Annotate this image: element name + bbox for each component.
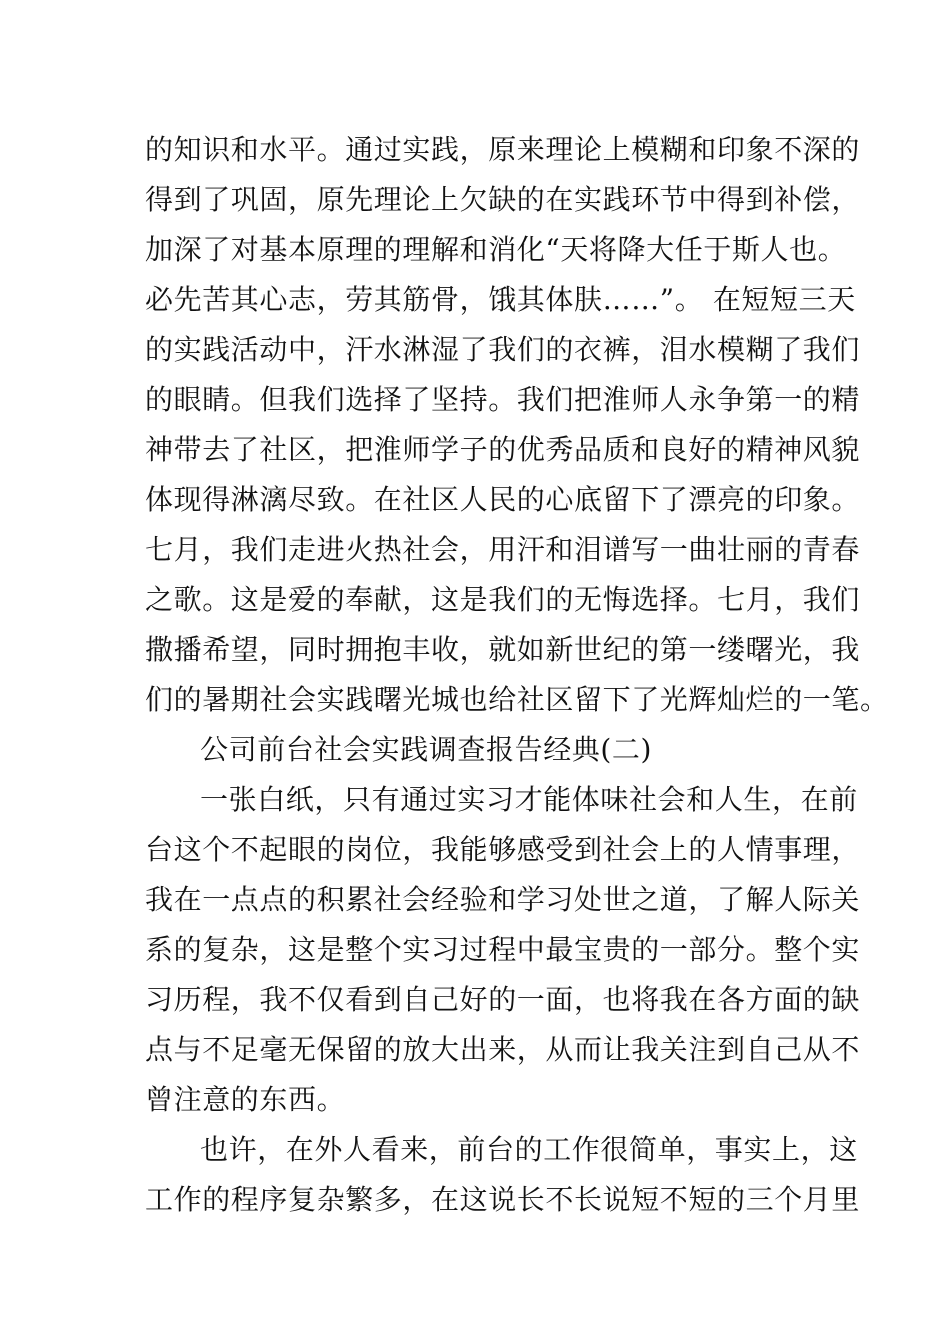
text-line: 撒播希望，同时拥抱丰收，就如新世纪的第一缕曙光，我 — [145, 633, 861, 666]
text-line: 得到了巩固，原先理论上欠缺的在实践环节中得到补偿， — [145, 183, 861, 216]
text-line: 之歌。这是爱的奉献，这是我们的无悔选择。七月，我们 — [145, 583, 861, 616]
text-line: 我在一点点的积累社会经验和学习处世之道，了解人际关 — [145, 883, 861, 916]
text-line: 加深了对基本原理的理解和消化“天将降大任于斯人也。 — [145, 233, 847, 266]
text-line: 也许，在外人看来，前台的工作很简单，事实上，这 — [200, 1133, 858, 1166]
text-line: 们的暑期社会实践曙光城也给社区留下了光辉灿烂的一笔。 — [145, 683, 889, 716]
text-line: 必先苦其心志，劳其筋骨，饿其体肤……”。 在短短三天 — [145, 283, 856, 316]
text-line: 习历程，我不仅看到自己好的一面，也将我在各方面的缺 — [145, 983, 861, 1016]
text-line: 的知识和水平。通过实践，原来理论上模糊和印象不深的 — [145, 133, 861, 166]
text-line: 工作的程序复杂繁多，在这说长不长说短不短的三个月里 — [145, 1183, 861, 1216]
text-line: 的实践活动中，汗水淋湿了我们的衣裤，泪水模糊了我们 — [145, 333, 861, 366]
text-line: 的眼睛。但我们选择了坚持。我们把淮师人永争第一的精 — [145, 383, 861, 416]
text-line: 系的复杂，这是整个实习过程中最宝贵的一部分。整个实 — [145, 933, 861, 966]
text-line: 一张白纸，只有通过实习才能体味社会和人生，在前 — [200, 783, 858, 816]
text-line: 神带去了社区，把淮师学子的优秀品质和良好的精神风貌 — [145, 433, 861, 466]
text-line: 曾注意的东西。 — [145, 1083, 346, 1116]
text-line: 点与不足毫无保留的放大出来，从而让我关注到自己从不 — [145, 1033, 861, 1066]
text-line: 七月，我们走进火热社会，用汗和泪谱写一曲壮丽的青春 — [145, 533, 861, 566]
section-heading: 公司前台社会实践调查报告经典(二) — [200, 733, 653, 766]
text-line: 台这个不起眼的岗位，我能够感受到社会上的人情事理， — [145, 833, 861, 866]
text-line: 体现得淋漓尽致。在社区人民的心底留下了漂亮的印象。 — [145, 483, 861, 516]
